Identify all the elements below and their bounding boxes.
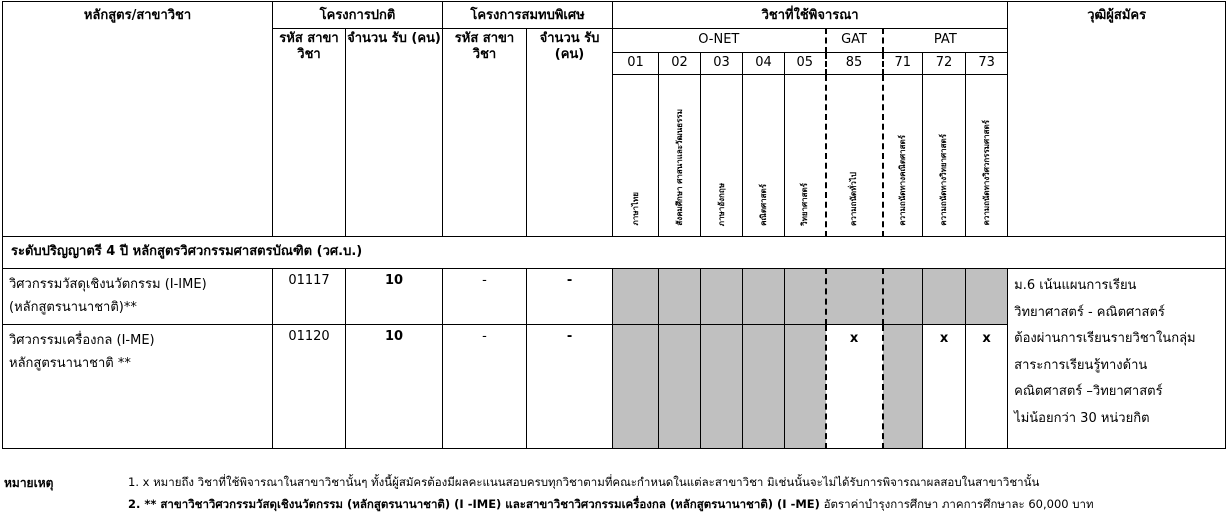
note-2-bold: 2. ** สาขาวิชาวิศวกรรมวัสดุเชิงนวัตกรรม (หลักสูตรนานาชาติ) (I -IME) และสาขาวิชาวิศวกรรมเครื่องกล (หลักสูตรนานาชาติ) (I -ME) [128, 497, 820, 511]
mark-72: x [923, 325, 966, 449]
program-code: 01120 [273, 325, 346, 449]
mark-71 [883, 325, 923, 449]
mark-05 [785, 269, 826, 325]
subject-code-02: 02 [659, 53, 701, 75]
mark-03 [701, 325, 743, 449]
mark-02 [659, 269, 701, 325]
subject-name-71: ความถนัดทางคณิตศาสตร์ [897, 135, 907, 226]
subject-name-05: วิทยาศาสตร์ [799, 182, 809, 226]
header-gat: GAT [826, 29, 883, 53]
header-special-seats: จำนวน รับ (คน) [527, 29, 613, 237]
mark-05 [785, 325, 826, 449]
special-code: - [443, 269, 527, 325]
subject-name-73: ความถนัดทางวิศวกรรมศาสตร์ [981, 120, 991, 226]
header-regular-code: รหัส สาขา วิชา [273, 29, 346, 237]
header-special: โครงการสมทบพิเศษ [443, 2, 613, 29]
header-onet: O-NET [613, 29, 826, 53]
subject-name-02: สังคมศึกษา ศาสนาและวัฒนธรรม [674, 109, 684, 226]
subject-name-72: ความถนัดทางวิทยาศาสตร์ [939, 134, 949, 226]
program-type: หลักสูตรนานาชาติ ** [9, 356, 131, 371]
mark-04 [743, 269, 785, 325]
mark-71 [883, 269, 923, 325]
subject-code-03: 03 [701, 53, 743, 75]
mark-72 [923, 269, 966, 325]
header-qualification: วุฒิผู้สมัคร [1008, 2, 1226, 237]
mark-03 [701, 269, 743, 325]
subject-code-05: 05 [785, 53, 826, 75]
mark-73 [966, 269, 1008, 325]
mark-01 [613, 269, 659, 325]
program-seats: 10 [346, 325, 443, 449]
subject-code-04: 04 [743, 53, 785, 75]
subject-code-73: 73 [966, 53, 1008, 75]
subject-name-01: ภาษาไทย [630, 192, 640, 226]
program-code: 01117 [273, 269, 346, 325]
admission-table [2, 1, 1226, 449]
subject-code-01: 01 [613, 53, 659, 75]
header-pat: PAT [883, 29, 1008, 53]
header-subjects: วิชาที่ใช้พิจารณา [613, 2, 1008, 29]
mark-85: x [826, 325, 883, 449]
program-name: วิศวกรรมวัสดุเชิงนวัตกรรม (I-IME) [9, 277, 207, 292]
mark-85 [826, 269, 883, 325]
mark-02 [659, 325, 701, 449]
mark-01 [613, 325, 659, 449]
note-2-rest: อัตราค่าบำรุงการศึกษา ภาคการศึกษาละ 60,000 บาท [819, 497, 1094, 511]
level-heading: ระดับปริญญาตรี 4 ปี หลักสูตรวิศวกรรมศาสตรบัณฑิต (วศ.บ.) [3, 237, 1226, 269]
program-name: วิศวกรรมเครื่องกล (I-ME) [9, 333, 155, 348]
subject-code-85: 85 [826, 53, 883, 75]
note-1: 1. x หมายถึง วิชาที่ใช้พิจารณาในสาขาวิชานั้นๆ ทั้งนี้ผู้สมัครต้องมีผลคะแนนสอบครบทุกวิชาตามที่คณะกำหนดในแต่ละสาขาวิชา มิเช่นนั้นจะไม่ได้รับการพิจารณาผลสอบในสาขาวิชานั้น [128, 475, 1040, 489]
qualification-text: ม.6 เน้นแผนการเรียน วิทยาศาสตร์ - คณิตศาสตร์ ต้องผ่านการเรียนรายวิชาในกลุ่ม สาระการเรียนรู้ทางด้าน คณิตศาสตร์ –วิทยาศาสตร์ ไม่น้อยกว่า 30 หน่วยกิต [1008, 269, 1226, 449]
header-program: หลักสูตร/สาขาวิชา [3, 2, 273, 237]
special-seats: - [527, 269, 613, 325]
notes-label: หมายเหตุ [4, 476, 54, 490]
subject-name-03: ภาษาอังกฤษ [716, 182, 726, 226]
header-special-code: รหัส สาขา วิชา [443, 29, 527, 237]
special-code: - [443, 325, 527, 449]
special-seats: - [527, 325, 613, 449]
program-type: (หลักสูตรนานาชาติ)** [9, 300, 137, 315]
header-regular-seats: จำนวน รับ (คน) [346, 29, 443, 237]
program-seats: 10 [346, 269, 443, 325]
subject-name-04: คณิตศาสตร์ [758, 183, 768, 226]
table-row [3, 269, 1226, 325]
subject-code-72: 72 [923, 53, 966, 75]
note-2 [128, 496, 1094, 514]
mark-04 [743, 325, 785, 449]
subject-code-71: 71 [883, 53, 923, 75]
subject-name-85: ความถนัดทั่วไป [849, 171, 859, 226]
header-regular: โครงการปกติ [273, 2, 443, 29]
mark-73: x [966, 325, 1008, 449]
